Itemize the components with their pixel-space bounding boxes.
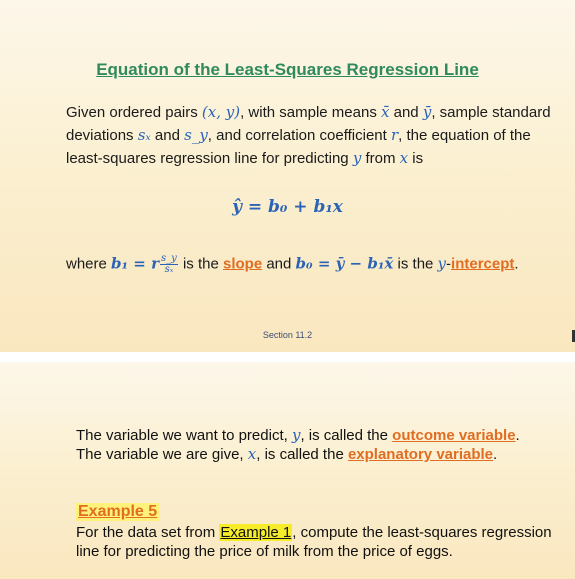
math-x-bar: x̄ bbox=[380, 103, 390, 121]
math-y-bar: ȳ bbox=[422, 103, 432, 121]
text: and bbox=[150, 127, 185, 144]
slide-title: Equation of the Least-Squares Regression Line bbox=[96, 60, 479, 79]
definition-paragraph bbox=[66, 101, 566, 170]
text: Given ordered pairs bbox=[66, 104, 202, 121]
math-y: y bbox=[352, 149, 362, 167]
text: from bbox=[361, 150, 400, 167]
slide-separator bbox=[0, 352, 575, 362]
outcome-variable-link[interactable]: outcome variable bbox=[392, 427, 516, 444]
math-r: r bbox=[390, 126, 399, 144]
math-y: y bbox=[291, 426, 301, 444]
text: , is called the bbox=[256, 446, 348, 463]
math-s-y: s_y bbox=[184, 126, 208, 144]
text: is the bbox=[178, 255, 223, 273]
text: and bbox=[262, 255, 296, 273]
math-s-x: sₓ bbox=[137, 126, 151, 144]
equation-text: ŷ = b₀ + b₁x bbox=[232, 197, 343, 217]
text: The variable we are give, bbox=[76, 446, 248, 463]
math-x: x bbox=[247, 445, 257, 463]
text: , with sample means bbox=[240, 104, 381, 121]
text: . bbox=[515, 427, 520, 444]
math-b1-equals: b₁ = r bbox=[111, 254, 160, 273]
intercept-link[interactable]: intercept bbox=[451, 255, 515, 273]
math-b0-equals: b₀ = ȳ − b₁x̄ bbox=[295, 254, 394, 273]
example-heading[interactable]: Example 5 bbox=[78, 503, 158, 520]
text: - bbox=[446, 255, 452, 273]
slide-footer: Section 11.2 bbox=[262, 330, 313, 340]
text: where bbox=[66, 255, 112, 273]
text: . bbox=[493, 446, 498, 463]
text: The variable we want to predict, bbox=[76, 427, 292, 444]
example-body bbox=[76, 523, 566, 561]
text: , and correlation coefficient bbox=[207, 127, 391, 144]
text: , sample standard deviations bbox=[66, 104, 551, 144]
explanatory-variable-link[interactable]: explanatory variable bbox=[347, 446, 494, 463]
math-y: y bbox=[437, 254, 447, 273]
math-x: x bbox=[399, 149, 409, 167]
fraction-sy-over-sx bbox=[160, 254, 178, 275]
regression-equation bbox=[0, 197, 575, 217]
math-ordered-pair: (x, y) bbox=[201, 103, 241, 121]
text: For the data set from bbox=[76, 524, 220, 541]
example-1-link[interactable]: Example 1 bbox=[220, 524, 292, 541]
text: and bbox=[389, 104, 423, 121]
fraction-denominator: sₓ bbox=[164, 264, 174, 275]
variables-paragraph bbox=[76, 426, 566, 464]
text: , the equation of the least-squares regression line for predicting bbox=[66, 127, 531, 167]
text: . bbox=[514, 255, 519, 273]
text: is the bbox=[393, 255, 438, 273]
slide-2 bbox=[0, 362, 575, 579]
text: , is called the bbox=[300, 427, 393, 444]
text: is bbox=[408, 150, 424, 167]
slope-intercept-line bbox=[66, 254, 571, 275]
fraction-numerator: s_y bbox=[161, 253, 177, 264]
text: , compute the least-squares regression line for predicting the price of milk from the price of eggs. bbox=[76, 524, 552, 560]
slope-link[interactable]: slope bbox=[222, 255, 263, 273]
